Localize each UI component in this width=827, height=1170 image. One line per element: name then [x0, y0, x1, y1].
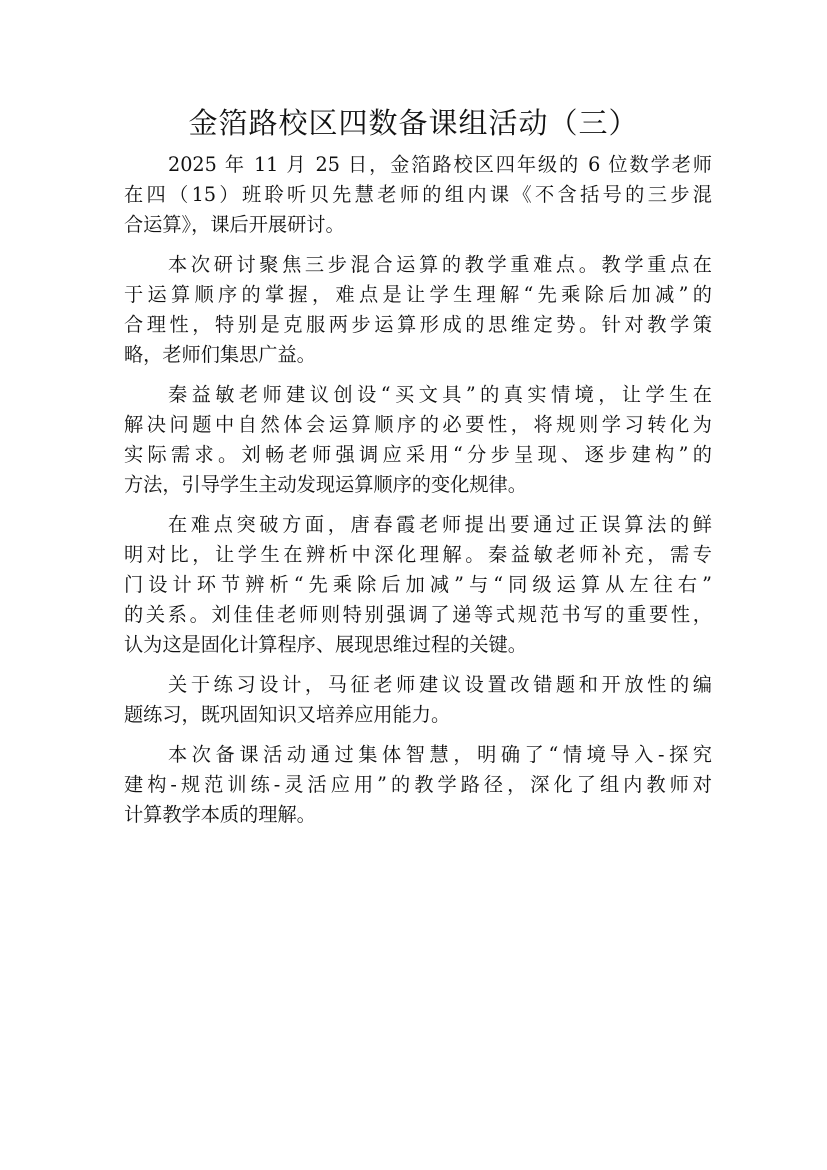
paragraph-5	[124, 670, 712, 730]
text-line: 解决问题中自然体会运算顺序的必要性，将规则学习转化为	[124, 413, 712, 436]
text-line: 门设计环节辨析“先乘除后加减”与“同级运算从左往右”	[124, 573, 712, 596]
document-body	[124, 150, 712, 840]
text-line: 明对比，让学生在辨析中深化理解。秦益敏老师补充，需专	[124, 543, 712, 566]
text-line: 关于练习设计，马征老师建议设置改错题和开放性的编	[168, 673, 712, 696]
text-line: 的关系。刘佳佳老师则特别强调了递等式规范书写的重要性，	[124, 603, 712, 626]
text-line: 合理性，特别是克服两步运算形成的思维定势。针对教学策	[124, 313, 712, 336]
text-line: 本次研讨聚焦三步混合运算的教学重难点。教学重点在	[168, 253, 712, 276]
text-line: 认为这是固化计算程序、展现思维过程的关键。	[124, 633, 527, 656]
text-line: 建构-规范训练-灵活应用”的教学路径，深化了组内教师对	[124, 773, 712, 796]
text-line: 于运算顺序的掌握，难点是让学生理解“先乘除后加减”的	[124, 283, 712, 306]
text-line: 略，老师们集思广益。	[124, 343, 316, 366]
paragraph-2	[124, 250, 712, 370]
paragraph-6	[124, 740, 712, 830]
text-line: 秦益敏老师建议创设“买文具”的真实情境，让学生在	[168, 383, 712, 406]
document-title: 金箔路校区四数备课组活动（三）	[188, 106, 639, 140]
text-line: 2025 年 11 月 25 日，金箔路校区四年级的 6 位数学老师	[168, 153, 712, 176]
paragraph-4	[124, 510, 712, 660]
text-line: 方法，引导学生主动发现运算顺序的变化规律。	[124, 473, 527, 496]
text-line: 在难点突破方面，唐春霞老师提出要通过正误算法的鲜	[168, 513, 712, 536]
text-line: 计算教学本质的理解。	[124, 803, 316, 826]
text-line: 本次备课活动通过集体智慧，明确了“情境导入-探究	[168, 743, 712, 766]
paragraph-3	[124, 380, 712, 500]
text-line: 实际需求。刘畅老师强调应采用“分步呈现、逐步建构”的	[124, 443, 712, 466]
text-line: 在四（15）班聆听贝先慧老师的组内课《不含括号的三步混	[124, 183, 712, 206]
text-line: 合运算》，课后开展研讨。	[124, 213, 345, 236]
paragraph-1	[124, 150, 712, 240]
text-line: 题练习，既巩固知识又培养应用能力。	[124, 703, 451, 726]
